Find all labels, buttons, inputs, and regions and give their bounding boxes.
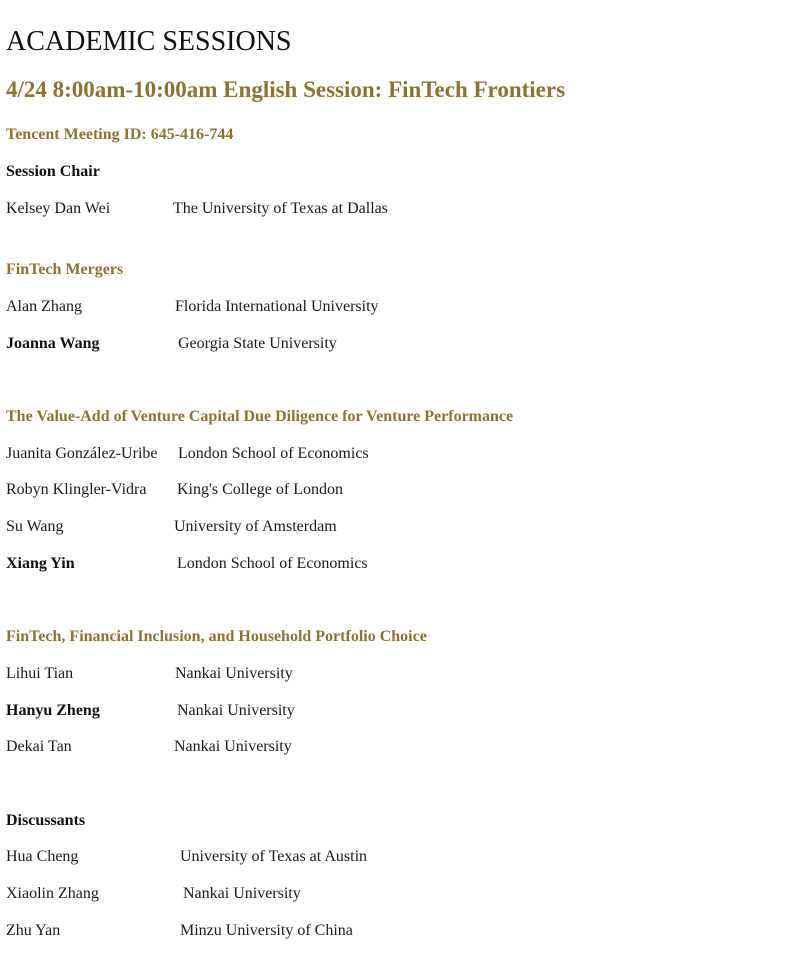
author-name-presenter: Xiang Yin [6,555,75,572]
author-affiliation: Nankai University [175,665,293,682]
author-affiliation: University of Amsterdam [174,518,337,535]
chair-name: Kelsey Dan Wei [6,200,111,217]
author-name: Su Wang [6,518,64,535]
paper-title: FinTech Mergers [6,261,124,278]
paper-title: The Value-Add of Venture Capital Due Diligence for Venture Performance [6,408,514,425]
discussant-affiliation: Minzu University of China [180,922,353,939]
author-name: Robyn Klingler-Vidra [6,481,147,498]
author-affiliation: London School of Economics [178,445,369,462]
discussant-name: Zhu Yan [6,922,61,939]
author-affiliation: Nankai University [177,702,295,719]
meeting-id: Tencent Meeting ID: 645-416-744 [6,126,234,143]
author-affiliation: Florida International University [175,298,379,315]
page-title: ACADEMIC SESSIONS [6,26,292,57]
session-heading: 4/24 8:00am-10:00am English Session: FinTech Frontiers [6,77,566,102]
author-name-presenter: Joanna Wang [6,335,100,352]
author-affiliation: King's College of London [177,481,343,498]
session-chair-label: Session Chair [6,163,100,180]
chair-affiliation: The University of Texas at Dallas [173,200,388,217]
paper-title: FinTech, Financial Inclusion, and Household Portfolio Choice [6,628,427,645]
discussant-affiliation: University of Texas at Austin [180,848,368,865]
author-affiliation: Georgia State University [178,335,337,352]
discussant-name: Xiaolin Zhang [6,885,99,902]
discussants-label: Discussants [6,812,86,829]
author-name: Alan Zhang [6,298,82,315]
author-affiliation: London School of Economics [177,555,368,572]
discussant-affiliation: Nankai University [183,885,301,902]
author-name-presenter: Hanyu Zheng [6,702,100,719]
author-affiliation: Nankai University [174,738,292,755]
discussant-name: Hua Cheng [6,848,79,865]
author-name: Juanita González-Uribe [6,445,158,462]
author-name: Lihui Tian [6,665,74,682]
author-name: Dekai Tan [6,738,72,755]
